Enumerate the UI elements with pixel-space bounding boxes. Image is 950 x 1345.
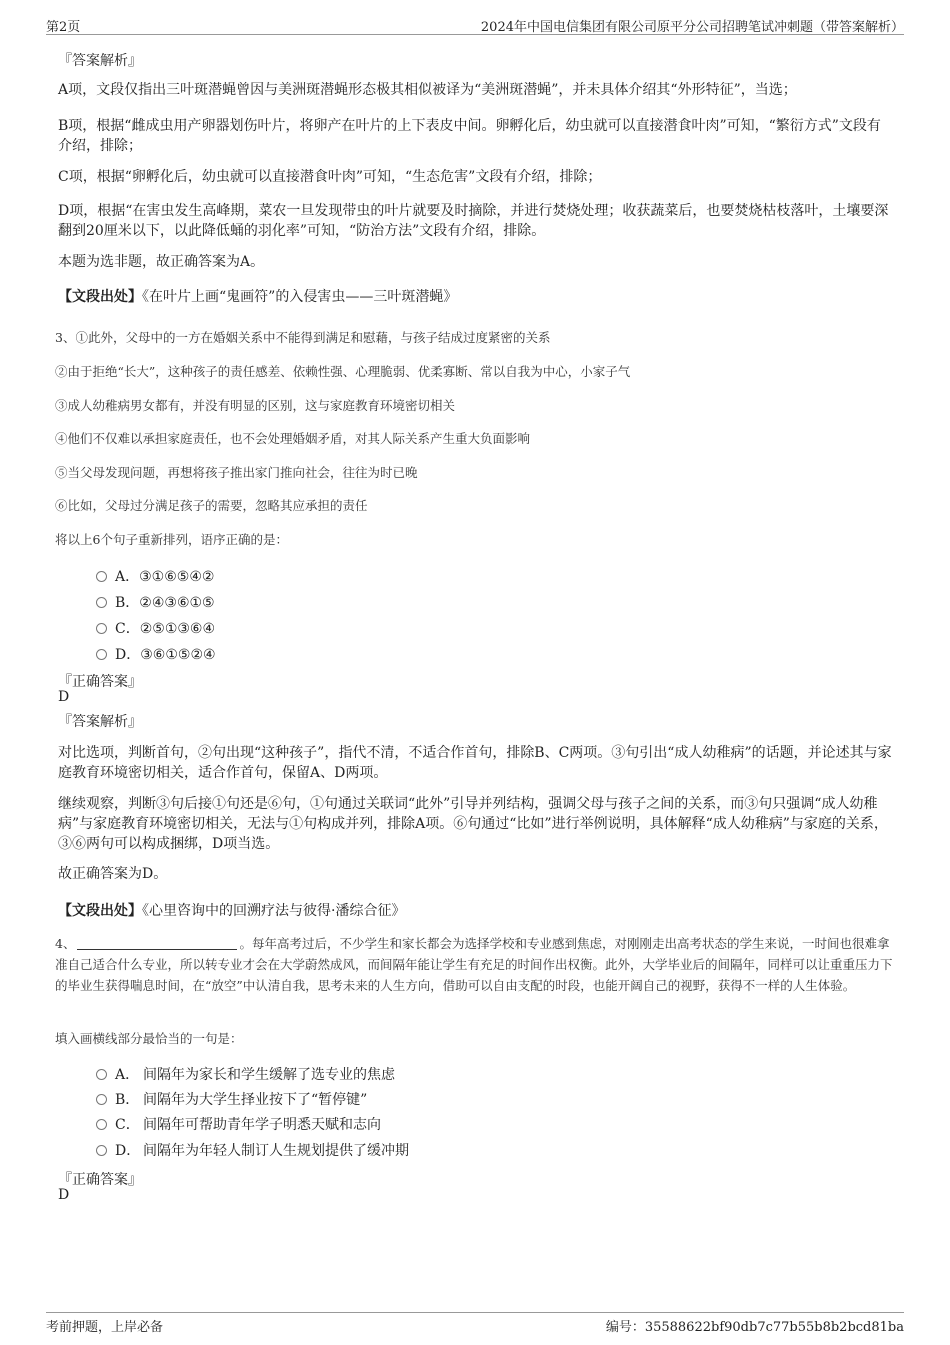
q3-option-c[interactable]: C．②⑤①③⑥④ <box>96 618 215 638</box>
radio-icon[interactable] <box>96 571 107 582</box>
document-title: 2024年中国电信集团有限公司原平分公司招聘笔试冲刺题（带答案解析） <box>480 20 904 35</box>
q3-source-text: 《心里咨询中的回溯疗法与彼得·潘综合征》 <box>142 903 406 919</box>
q2-analysis-d: D项，根据“在害虫发生高峰期，菜农一旦发现带虫的叶片就要及时摘除，并进行焚烧处理；收获蔬菜后，也要焚烧枯枝落叶，土壤要深翻到20厘米以下，以此降低蛹的羽化率”可知，“防治方法”文段有介绍，排除。 <box>58 203 889 239</box>
q2-source-label: 【文段出处】 <box>58 289 142 305</box>
q3-option-a[interactable]: A．③①⑥⑤④② <box>96 566 214 586</box>
q4-option-c[interactable]: C． 间隔年可帮助青年学子明悉天赋和志向 <box>96 1114 381 1134</box>
q2-analysis-c: C项，根据“卵孵化后，幼虫就可以直接潜食叶肉”可知，“生态危害”文段有介绍，排除； <box>58 169 602 185</box>
radio-icon[interactable] <box>96 623 107 634</box>
q4-option-a[interactable]: A． 间隔年为家长和学生缓解了选专业的焦虑 <box>96 1064 395 1084</box>
q2-source <box>58 286 457 306</box>
q4-blank <box>77 937 237 950</box>
q2-conclusion: 本题为选非题，故正确答案为A。 <box>58 254 265 270</box>
q4-option-b[interactable]: B． 间隔年为大学生择业按下了“暂停键” <box>96 1089 367 1109</box>
radio-icon[interactable] <box>96 1069 107 1080</box>
q3-analysis-p1: 对比选项，判断首句，②句出现“这种孩子”，指代不清，不适合作首句，排除B、C两项。③句引出“成人幼稚病”的话题，并论述其与家庭教育环境密切相关，适合作首句，保留A、D两项。 <box>58 745 892 781</box>
radio-icon[interactable] <box>96 1094 107 1105</box>
q2-analysis-heading: 『答案解析』 <box>58 53 142 69</box>
radio-icon[interactable] <box>96 1145 107 1156</box>
q4-passage-text: 。每年高考过后，不少学生和家长都会为选择学校和专业感到焦虑，对刚刚走出高考状态的学生来说，一时间也很难拿准自己适合什么专业，所以转专业才会在大学蔚然成风，而间隔年能让学生有充足的时间作出权衡。此外，大学毕业后的间隔年，同样可以让重重压力下的毕业生获得喘息时间，在“放空”中认清自我，思考未来的人生方向，借助可以自由支配的时段，也能开阔自己的视野，获得不一样的人生体验。 <box>55 936 893 993</box>
q3-prompt: 将以上6个句子重新排列，语序正确的是： <box>55 532 288 547</box>
radio-icon[interactable] <box>96 649 107 660</box>
q3-sentence-2: ②由于拒绝“长大”，这种孩子的责任感差、依赖性强、心理脆弱、优柔寡断、常以自我为中心，小家子气 <box>55 364 631 379</box>
q3-sentence-4: ④他们不仅难以承担家庭责任，也不会处理婚姻矛盾，对其人际关系产生重大负面影响 <box>55 431 531 446</box>
q3-option-b[interactable]: B．②④③⑥①⑤ <box>96 592 215 612</box>
q4-answer-heading: 『正确答案』 <box>58 1172 142 1188</box>
q4-prompt: 填入画横线部分最恰当的一句是： <box>55 1031 243 1046</box>
q3-sentence-3: ③成人幼稚病男女都有，并没有明显的区别，这与家庭教育环境密切相关 <box>55 398 456 413</box>
q3-analysis-heading: 『答案解析』 <box>58 714 142 730</box>
q3-analysis-p2: 继续观察，判断③句后接①句还是⑥句，①句通过关联词“此外”引导并列结构，强调父母与孩子之间的关系，而③句只强调“成人幼稚病”与家庭教育环境密切相关，无法与①句构成并列，排除A项。⑥句通过“比如”进行举例说明，具体解释“成人幼稚病”与家庭的关系，③⑥两句可以构成捆绑，D项当选。 <box>58 796 888 852</box>
q3-answer: D <box>58 689 70 705</box>
q3-source-label: 【文段出处】 <box>58 903 142 919</box>
q4-option-d[interactable]: D． 间隔年为年轻人制订人生规划提供了缓冲期 <box>96 1140 409 1160</box>
q4-number: 4、 <box>55 936 76 951</box>
document-id: 编号：35588622bf90db7c77b55b8b2bcd81ba <box>605 1320 904 1335</box>
q2-analysis-b: B项，根据“雌成虫用产卵器划伤叶片，将卵产在叶片的上下表皮中间。卵孵化后，幼虫就可以直接潜食叶肉”可知，“繁衍方式”文段有介绍，排除； <box>58 118 881 154</box>
q2-source-text: 《在叶片上画“鬼画符”的入侵害虫——三叶斑潜蝇》 <box>142 289 458 305</box>
q3-answer-heading: 『正确答案』 <box>58 674 142 690</box>
q2-analysis-a: A项，文段仅指出三叶斑潜蝇曾因与美洲斑潜蝇形态极其相似被译为“美洲斑潜蝇”，并未具体介绍其“外形特征”，当选； <box>58 82 797 98</box>
radio-icon[interactable] <box>96 1119 107 1130</box>
q3-sentence-1: 3、①此外，父母中的一方在婚姻关系中不能得到满足和慰藉，与孩子结成过度紧密的关系 <box>55 330 551 345</box>
q4-answer: D <box>58 1187 70 1203</box>
q3-option-d[interactable]: D．③⑥①⑤②④ <box>96 644 216 664</box>
page-header <box>46 14 904 35</box>
q3-conclusion: 故正确答案为D。 <box>58 866 168 882</box>
q3-sentence-5: ⑤当父母发现问题，再想将孩子推出家门推向社会，往往为时已晚 <box>55 465 418 480</box>
footer-slogan: 考前押题，上岸必备 <box>46 1320 164 1335</box>
q3-source <box>58 900 405 920</box>
page-footer <box>46 1312 904 1335</box>
page-number: 第2页 <box>46 20 81 35</box>
radio-icon[interactable] <box>96 597 107 608</box>
q3-sentence-6: ⑥比如，父母过分满足孩子的需要，忽略其应承担的责任 <box>55 498 368 513</box>
q4-passage <box>55 933 897 996</box>
